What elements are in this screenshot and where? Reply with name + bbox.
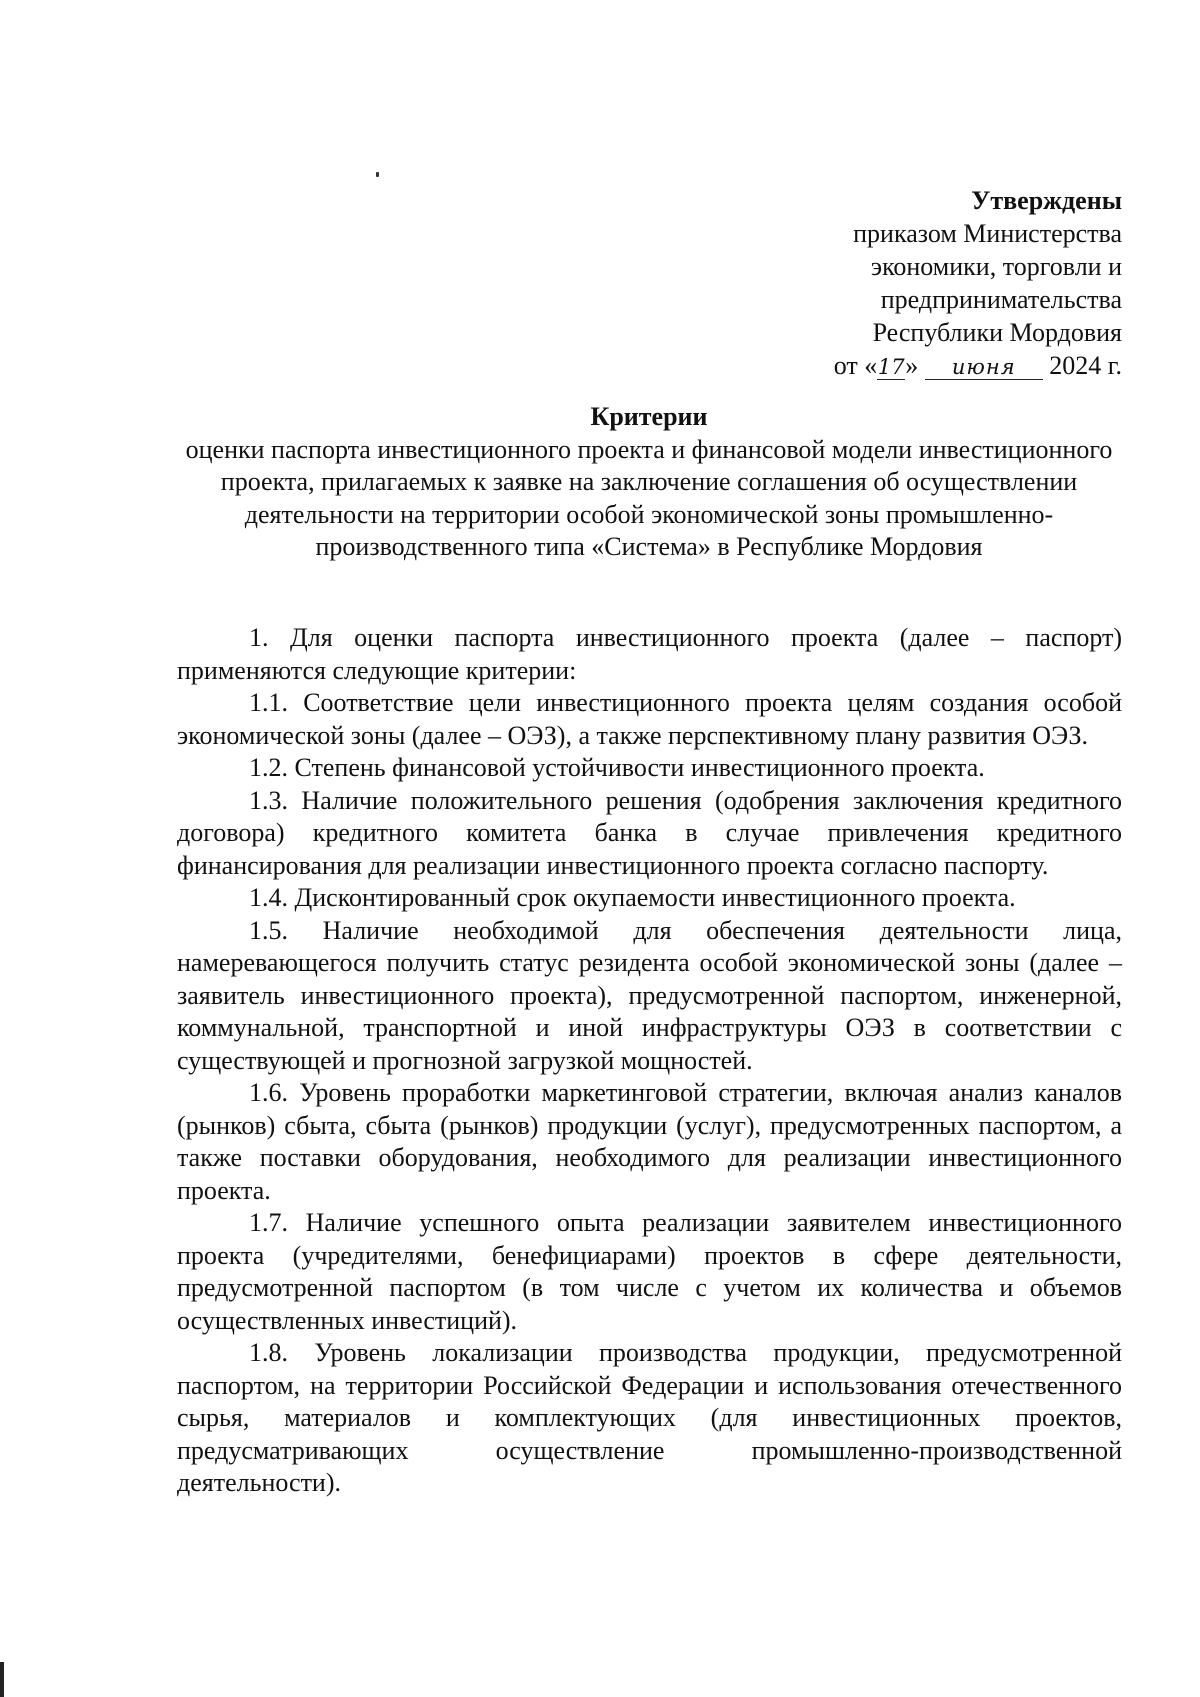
approval-line-4: Республики Мордовия bbox=[872, 318, 1122, 347]
approval-line-2: экономики, торговли и bbox=[870, 252, 1122, 281]
date-month-handwritten: июня bbox=[925, 355, 1043, 380]
paragraph-1-5: 1.5. Наличие необходимой для обеспечения деятельности лица, намеревающегося получить статус резидента особой экономической зоны (далее – заявитель инвестиционного проекта), предусмотренной паспортом, инженерной, коммунальной, транспортной и иной инфраструктуры ОЭЗ в соответствии с существующей и прогнозной загрузкой мощностей. bbox=[177, 915, 1122, 1075]
paragraph-1-7: 1.7. Наличие успешного опыта реализации заявителем инвестиционного проекта (учредителями, бенефициарами) проектов в сфере деятельности, предусмотренной паспортом (в том числе с учетом их количества и объемов осуществленных инвестиций). bbox=[177, 1208, 1122, 1335]
date-day-handwritten: 17 bbox=[877, 355, 905, 379]
scan-speck bbox=[376, 172, 379, 177]
paragraph-1-2: 1.2. Степень финансовой устойчивости инвестиционного проекта. bbox=[249, 753, 985, 782]
approval-heading: Утверждены bbox=[971, 186, 1122, 215]
paragraph-1-4: 1.4. Дисконтированный срок окупаемости инвестиционного проекта. bbox=[249, 883, 1016, 912]
approval-date bbox=[834, 349, 1122, 382]
paragraph-1-3: 1.3. Наличие положительного решения (одобрения заключения кредитного договора) кредитного комитета банка в случае привлечения кредитного финансирования для реализации инвестиционного проекта согласно паспорту. bbox=[177, 785, 1122, 880]
approval-line-1: приказом Министерства bbox=[853, 219, 1122, 248]
document-body bbox=[177, 622, 1122, 1500]
date-year: 2024 г. bbox=[1049, 351, 1122, 380]
paragraph-1-6: 1.6. Уровень проработки маркетинговой стратегии, включая анализ каналов (рынков) сбыта, сбыта (рынков) продукции (услуг), предусмотренных паспортом, а также поставки оборудования, необходимого для реализации инвестиционного проекта. bbox=[177, 1078, 1122, 1205]
approval-line-3: предпринимательства bbox=[880, 285, 1122, 314]
document-title-block bbox=[176, 401, 1122, 564]
paragraph-1: 1. Для оценки паспорта инвестиционного проекта (далее – паспорт) применяются следующие критерии: bbox=[177, 623, 1122, 685]
scan-edge-mark bbox=[0, 1662, 4, 1697]
date-mid: » bbox=[905, 351, 919, 380]
paragraph-1-1: 1.1. Соответствие цели инвестиционного проекта целям создания особой экономической зоны (далее – ОЭЗ), а также перспективному плану развития ОЭЗ. bbox=[177, 688, 1122, 750]
approval-stamp-block bbox=[834, 184, 1122, 382]
document-subtitle: оценки паспорта инвестиционного проекта и финансовой модели инвестиционного проекта, прилагаемых к заявке на заключение соглашения об осуществлении деятельности на территории особой экономической зоны промышленно-производственного типа «Система» в Республике Мордовия bbox=[185, 434, 1113, 561]
document-title: Критерии bbox=[590, 402, 708, 431]
paragraph-1-8: 1.8. Уровень локализации производства продукции, предусмотренной паспортом, на территории Российской Федерации и использования отечественного сырья, материалов и комплектующих (для инвестиционных проектов, предусматривающих осуществление промышленно-производственной деятельности). bbox=[177, 1338, 1122, 1497]
date-prefix: от « bbox=[833, 351, 878, 380]
